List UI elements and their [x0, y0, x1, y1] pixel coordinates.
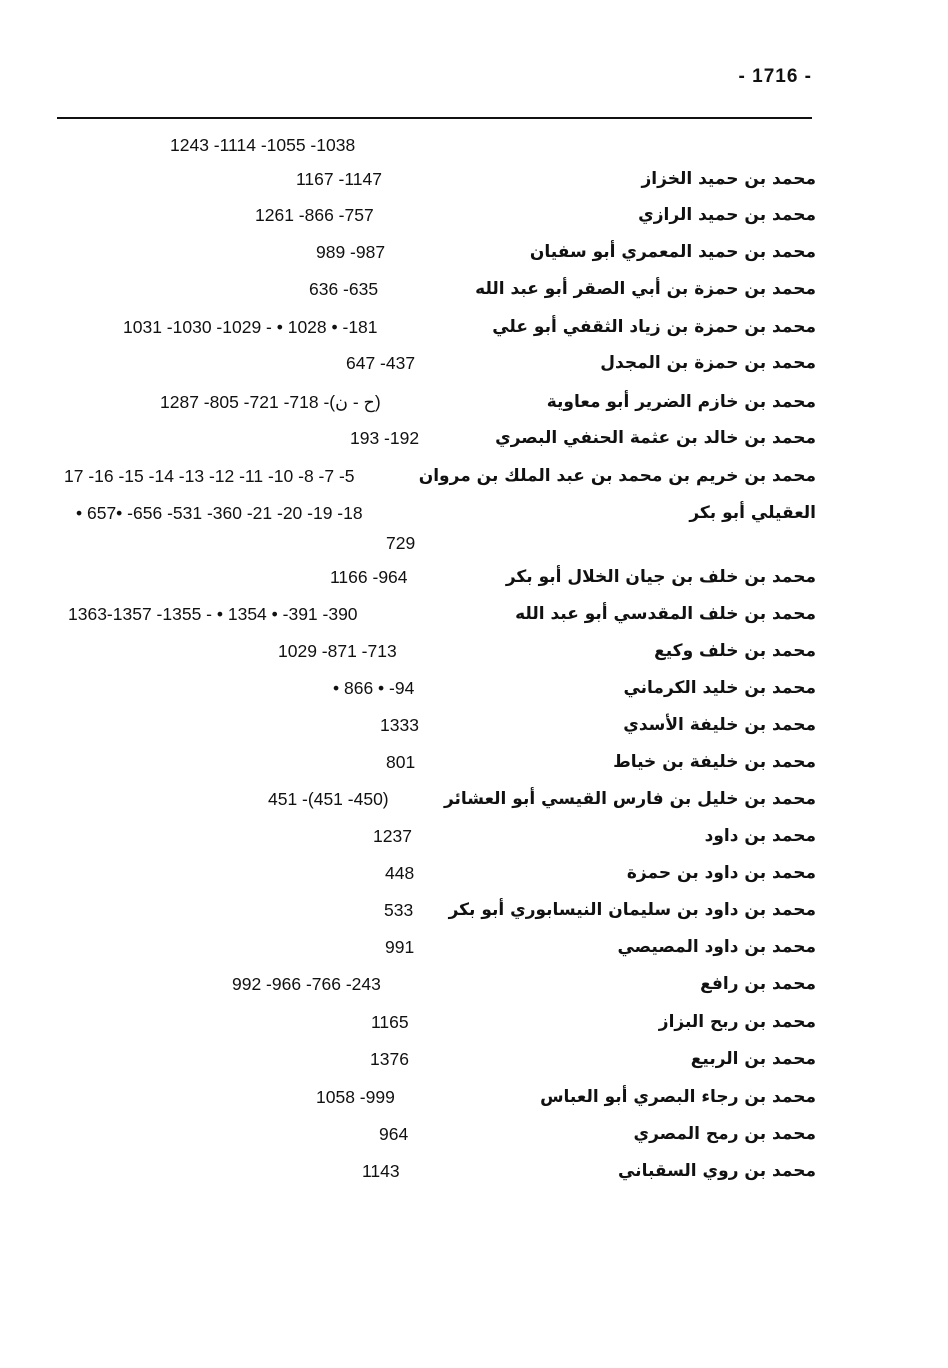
index-entry	[0, 235, 948, 269]
entry-name: محمد بن داود	[704, 826, 816, 846]
index-entry	[0, 819, 948, 853]
index-entry	[0, 128, 948, 162]
entry-name: محمد بن خالد بن عثمة الحنفي البصري	[495, 428, 816, 448]
entry-name: محمد بن خلف بن جيان الخلال أبو بكر	[505, 567, 816, 587]
entry-pages: 1363-1357 -1355 - • 1354 • -391 -390	[68, 604, 358, 624]
index-entry	[0, 634, 948, 668]
entry-pages: 1261 -866 -757	[255, 205, 374, 225]
entry-pages: 1031 -1030 -1029 - • 1028 • -181	[123, 317, 378, 337]
entry-pages: 992 -966 -766 -243	[232, 974, 381, 994]
index-entry	[0, 967, 948, 1001]
entry-name: محمد بن ربح البزاز	[658, 1012, 816, 1032]
index-entry	[0, 1154, 948, 1188]
entry-pages: 989 -987	[316, 242, 386, 262]
entry-pages: 1167 -1147	[296, 169, 382, 189]
entry-name: محمد بن داود بن حمزة	[626, 863, 816, 883]
index-entry	[0, 1005, 948, 1039]
entry-pages: 17 -16 -15 -14 -13 -12 -11 -10 -8 -7 -5	[64, 466, 355, 486]
entry-pages: 1058 -999	[316, 1087, 395, 1107]
entry-name: محمد بن خليل بن فارس القيسي أبو العشائر	[443, 789, 816, 809]
entry-name: محمد بن خلف وكيع	[654, 641, 816, 661]
entry-name: محمد بن خازم الضرير أبو معاوية	[546, 392, 816, 412]
index-entry	[0, 162, 948, 196]
entry-name: محمد بن حمزة بن المجدل	[600, 353, 816, 373]
entry-pages: 193 -192	[350, 428, 420, 448]
index-entry	[0, 597, 948, 631]
entry-name: محمد بن حمزة بن زياد الثقفي أبو علي	[492, 317, 816, 337]
entry-name: محمد بن رافع	[700, 974, 816, 994]
index-entry	[0, 745, 948, 779]
entry-name: محمد بن روي السقباني	[617, 1161, 816, 1181]
index-entry	[0, 385, 948, 419]
entry-name: محمد بن حميد المعمري أبو سفيان	[529, 242, 816, 262]
index-entry	[0, 1117, 948, 1151]
index-entry	[0, 671, 948, 705]
index-entry	[0, 708, 948, 742]
entry-name: محمد بن حميد الرازي	[638, 205, 816, 225]
index-entry	[0, 560, 948, 594]
entry-pages: • 866 • -94	[333, 678, 415, 698]
index-entry	[0, 782, 948, 816]
entry-name: محمد بن خريم بن محمد بن عبد الملك بن مروان	[418, 466, 816, 486]
index-entry	[0, 310, 948, 344]
entry-name: محمد بن الربيع	[690, 1049, 816, 1069]
entry-pages: 991	[385, 937, 415, 957]
entry-pages: 1376	[370, 1049, 409, 1069]
index-entry	[0, 1042, 948, 1076]
entry-pages: 1029 -871 -713	[278, 641, 397, 661]
entry-name: العقيلي أبو بكر	[689, 503, 816, 523]
entry-pages: 1333	[380, 715, 419, 735]
entry-name: محمد بن داود بن سليمان النيسابوري أبو بكر	[448, 900, 816, 920]
entry-name: محمد بن خليفة الأسدي	[623, 715, 816, 735]
page-number: - 1716 -	[738, 66, 812, 87]
entry-pages: 533	[384, 900, 414, 920]
entry-pages: 1287 -805 -721 -718 -(ح - ن)	[160, 392, 381, 412]
entry-name: محمد بن خلف المقدسي أبو عبد الله	[515, 604, 816, 624]
index-entry	[0, 459, 948, 493]
entry-pages: 647 -437	[346, 353, 416, 373]
index-entry	[0, 930, 948, 964]
entry-pages: 964	[379, 1124, 409, 1144]
entry-name: محمد بن رمح المصري	[633, 1124, 816, 1144]
entry-name: محمد بن حميد الخزاز	[641, 169, 816, 189]
entry-pages: 729	[386, 533, 416, 553]
entry-pages: 448	[385, 863, 415, 883]
entry-pages: 1243 -1114 -1055 -1038	[170, 135, 356, 155]
index-entry	[0, 1080, 948, 1114]
index-entry	[0, 526, 948, 560]
entry-pages: 1166 -964	[330, 567, 408, 587]
index-entry	[0, 198, 948, 232]
index-entry	[0, 272, 948, 306]
index-entry	[0, 893, 948, 927]
entry-name: محمد بن خليفة بن خياط	[613, 752, 816, 772]
entry-name: محمد بن حمزة بن أبي الصقر أبو عبد الله	[475, 279, 816, 299]
index-entry	[0, 346, 948, 380]
entry-pages: 801	[386, 752, 416, 772]
entry-pages: 636 -635	[309, 279, 379, 299]
index-entry	[0, 496, 948, 530]
entry-pages: • 657• -656 -531 -360 -21 -20 -19 -18	[76, 503, 363, 523]
index-entry	[0, 421, 948, 455]
entry-name: محمد بن داود المصيصي	[617, 937, 816, 957]
index-entry	[0, 856, 948, 890]
entry-pages: 451 -(451 -450)	[268, 789, 389, 809]
entry-pages: 1237	[373, 826, 412, 846]
entry-name: محمد بن خليد الكرماني	[623, 678, 816, 698]
entry-name: محمد بن رجاء البصري أبو العباس	[540, 1087, 816, 1107]
header-divider	[57, 117, 812, 119]
entry-pages: 1143	[362, 1161, 400, 1181]
entry-pages: 1165	[371, 1012, 409, 1032]
